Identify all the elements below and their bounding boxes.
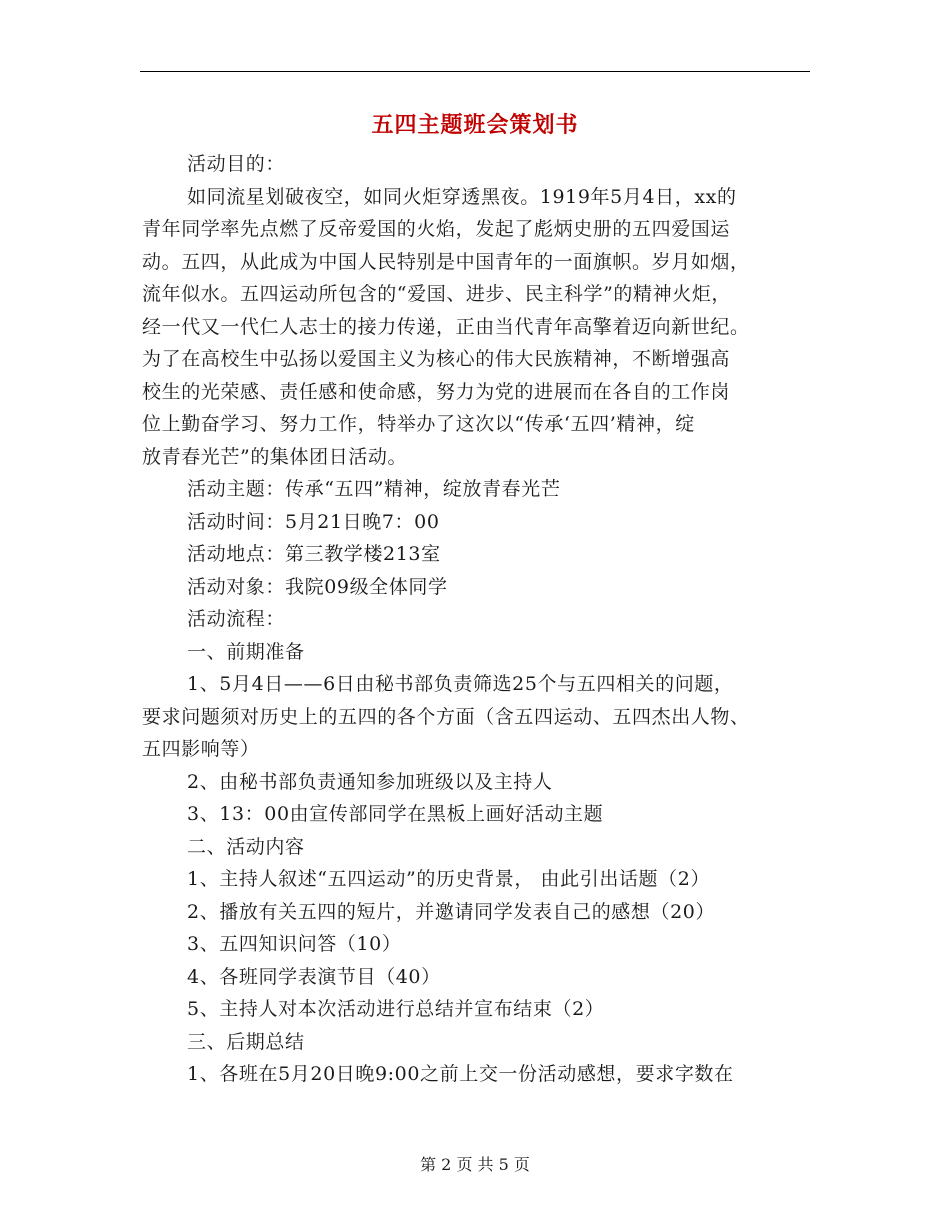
text-line: 放青春光芒”的集体团日活动。 [142,445,408,468]
text-line: 1、主持人叙述“五四运动”的历史背景， 由此引出话题（2） [187,868,711,890]
text-line: 5、主持人对本次活动进行总结并宣布结束（2） [187,998,605,1020]
text-line: 位上勤奋学习、努力工作，特举办了这次以“传承‘五四’精神，绽 [142,413,695,435]
text-line: 活动时间：5月21日晚7：00 [187,510,440,533]
text-line: 经一代又一代仁人志士的接力传递，正由当代青年高擎着迈向新世纪。 [142,315,750,338]
text-line: 活动对象：我院09级全体同学 [187,575,448,598]
text-line: 二、活动内容 [187,835,305,858]
text-line: 活动主题：传承“五四”精神，绽放青春光芒 [187,478,561,500]
text-line: 要求问题须对历史上的五四的各个方面（含五四运动、五四杰出人物、 [142,705,750,728]
header-rule [140,71,810,72]
document-body [142,148,810,1091]
page-footer: 第 2 页 共 5 页 [420,1155,530,1174]
text-line: 一、前期准备 [187,640,305,663]
text-line: 如同流星划破夜空，如同火炬穿透黑夜。1919年5月4日，xx的 [187,185,737,208]
text-line: 1、5月4日——6日由秘书部负责筛选25个与五四相关的问题， [187,673,734,695]
text-line: 2、由秘书部负责通知参加班级以及主持人 [187,770,553,793]
text-line: 为了在高校生中弘扬以爱国主义为核心的伟大民族精神，不断增强高 [142,348,731,370]
text-line: 2、播放有关五四的短片，并邀请同学发表自己的感想（20） [187,900,716,923]
text-line: 3、五四知识问答（10） [187,933,402,955]
text-line: 三、后期总结 [187,1030,305,1053]
document-title: 五四主题班会策划书 [371,112,579,138]
text-line: 校生的光荣感、责任感和使命感，努力为党的进展而在各自的工作岗 [142,380,731,403]
text-line: 青年同学率先点燃了反帝爱国的火焰，发起了彪炳史册的五四爱国运 [142,218,731,240]
text-line: 动。五四，从此成为中国人民特别是中国青年的一面旗帜。岁月如烟， [142,250,750,273]
text-line: 1、各班在5月20日晚9:00之前上交一份活动感想，要求字数在 [187,1063,734,1085]
text-line: 活动流程： [187,608,286,630]
text-line: 活动目的： [187,153,286,175]
text-line: 4、各班同学表演节目（40） [187,965,441,988]
text-line: 3、13：00由宣传部同学在黑板上画好活动主题 [187,803,604,825]
text-line: 流年似水。五四运动所包含的“爱国、进步、民主科学”的精神火炬， [142,283,732,305]
text-line: 五四影响等） [142,738,260,760]
text-line: 活动地点：第三教学楼213室 [187,543,441,565]
